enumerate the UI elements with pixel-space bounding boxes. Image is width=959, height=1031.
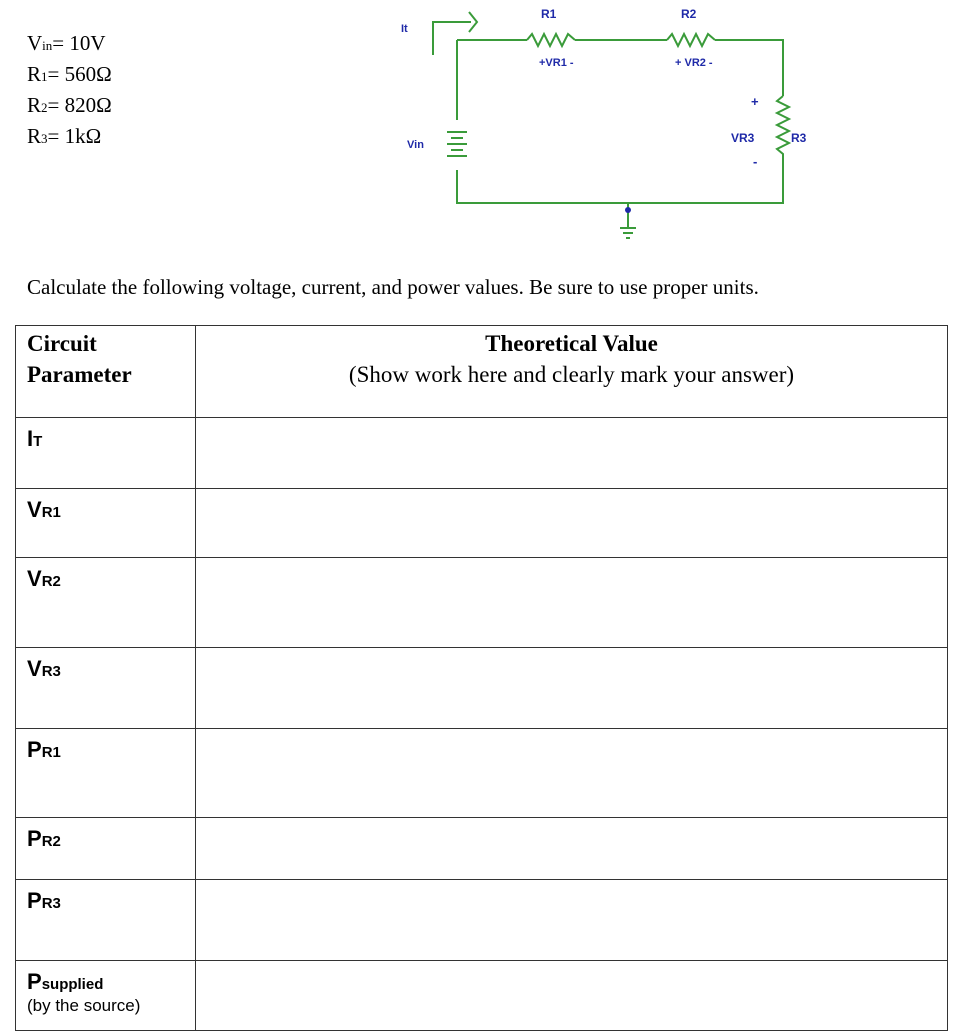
parameter-table [15,325,948,1031]
vr1-label: +VR1 - [539,57,574,69]
given-vin: Vin= 10V [27,31,106,55]
param-pr1: PR1 [16,729,196,818]
r3-label: R3 [791,131,807,145]
param-it: IT [16,418,196,489]
header-circuit-parameter: Circuit Parameter [16,326,196,418]
table-header-row [16,326,948,418]
answer-cell-vr2[interactable] [196,558,948,648]
table-row [16,558,948,648]
table-row [16,418,948,489]
current-arrow-icon [433,12,477,55]
vr2-label: + VR2 - [675,57,713,69]
instruction-text: Calculate the following voltage, current, and power values. Be sure to use proper units. [27,275,759,299]
vr3-minus: - [753,154,758,169]
vr3-plus: + [751,94,759,109]
battery-icon [445,120,471,170]
r2-label: R2 [681,7,697,21]
given-r3: R3= 1kΩ [27,124,102,148]
given-values [27,29,112,153]
r1-resistor [527,34,575,46]
param-vr3: VR3 [16,648,196,729]
table-row [16,961,948,1031]
answer-cell-vr3[interactable] [196,648,948,729]
series-circuit-diagram [385,0,825,250]
ground-icon [620,203,636,238]
table-row [16,489,948,558]
circuit-wires [457,34,789,203]
given-r1: R1= 560Ω [27,62,112,86]
r2-resistor [667,34,715,46]
answer-cell-vr1[interactable] [196,489,948,558]
header-theoretical-value: Theoretical Value (Show work here and clearly mark your answer) [196,326,948,418]
given-r2: R2= 820Ω [27,93,112,117]
answer-cell-psupplied[interactable] [196,961,948,1031]
param-pr3: PR3 [16,880,196,961]
answer-cell-pr3[interactable] [196,880,948,961]
param-pr2: PR2 [16,818,196,880]
it-label: It [401,23,408,35]
answer-cell-it[interactable] [196,418,948,489]
table-row [16,729,948,818]
r3-resistor [777,96,789,172]
answer-cell-pr2[interactable] [196,818,948,880]
vin-label: Vin [407,139,424,151]
answer-cell-pr1[interactable] [196,729,948,818]
table-row [16,648,948,729]
param-vr2: VR2 [16,558,196,648]
vr3-label: VR3 [731,131,755,145]
wire-left-bottom [457,40,783,203]
wire-top-right [715,40,783,96]
r1-label: R1 [541,7,557,21]
table-row [16,880,948,961]
param-psupplied: Psupplied (by the source) [16,961,196,1031]
table-row [16,818,948,880]
param-vr1: VR1 [16,489,196,558]
